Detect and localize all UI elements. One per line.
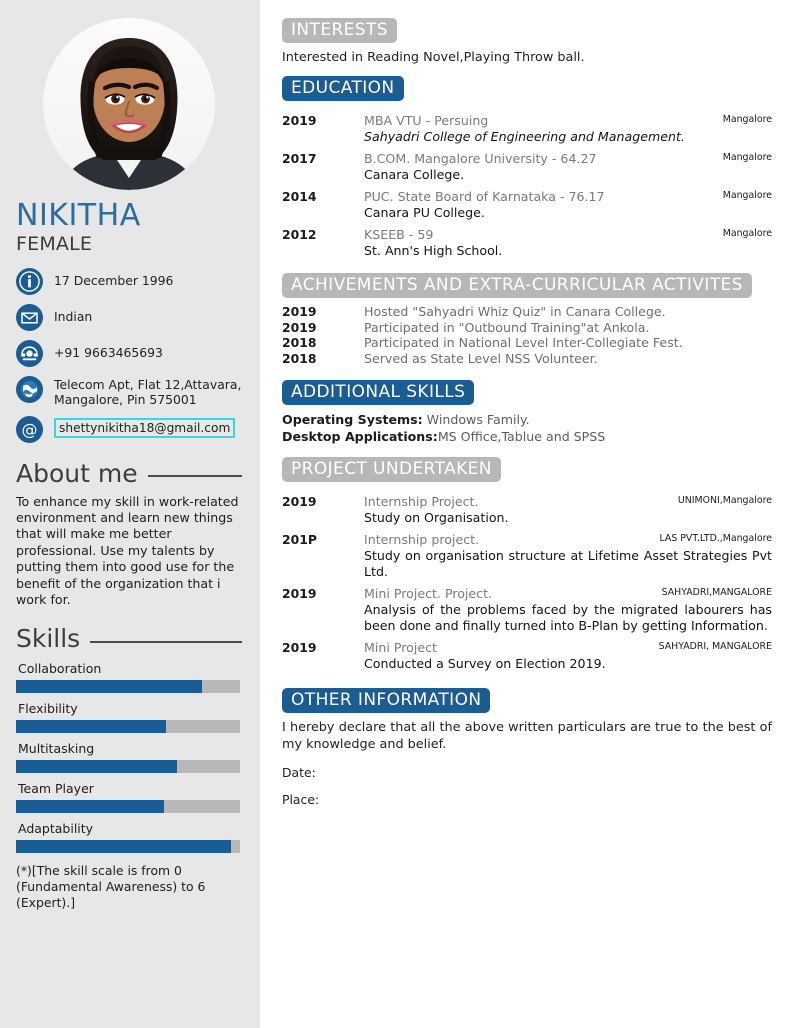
education-location: Mangalore [722, 190, 772, 201]
page-title: NIKITHA [16, 198, 141, 233]
achievement-text: Participated in National Level Inter-Collegiate Fest. [364, 335, 683, 351]
skill-bar-fill [16, 720, 166, 733]
project-description: Study on organisation structure at Lifetime Asset Strategies Pvt Ltd. [364, 548, 772, 580]
education-entry [282, 189, 772, 221]
project-entry [282, 532, 772, 580]
achievement-year: 2019 [282, 319, 317, 335]
additional-skill-key: Desktop Applications: [282, 429, 438, 445]
education-location: Mangalore [722, 228, 772, 239]
skills-heading: Skills [16, 624, 81, 654]
about-heading-row [16, 459, 242, 488]
info-icon [16, 268, 43, 295]
place-label: Place: [282, 792, 320, 808]
project-title: Mini Project [364, 640, 437, 656]
achievement-entry [282, 351, 772, 367]
additional-skill-value: MS Office,Tablue and SPSS [437, 429, 606, 445]
section-header-additional-skills: ADDITIONAL SKILLS [282, 380, 474, 405]
project-year: 2019 [282, 494, 317, 510]
main-content [260, 0, 794, 1028]
project-body [364, 640, 772, 672]
education-title: PUC. State Board of Karnataka - 76.17 [364, 189, 605, 204]
education-title: MBA VTU - Persuing [364, 113, 489, 128]
education-body [364, 189, 772, 221]
project-location: LAS PVT.LTD.,Mangalore [659, 533, 772, 545]
education-year: 2017 [282, 151, 317, 166]
skill-bar-fill [16, 800, 164, 813]
achievement-text: Hosted "Sahyadri Whiz Quiz" in Canara College. [364, 304, 666, 319]
project-location: SAHYADRI,MANGALORE [661, 587, 772, 599]
skills-list [16, 661, 242, 853]
contact-row-nationality [16, 304, 242, 331]
project-title: Internship project. [364, 532, 480, 548]
education-year: 2019 [282, 113, 317, 128]
profile-gender: FEMALE [16, 232, 93, 255]
project-title: Internship Project. [364, 494, 479, 510]
section-header-other-information: OTHER INFORMATION [282, 688, 490, 713]
portrait-photo-icon [43, 18, 215, 190]
skill-bar-fill [16, 840, 231, 853]
globe-icon [16, 376, 43, 403]
contact-list [16, 268, 242, 443]
education-body [364, 227, 772, 259]
about-heading-rule [148, 475, 242, 477]
education-institution: Canara College. [364, 167, 465, 182]
skill-bar [16, 720, 240, 733]
project-year: 2019 [282, 586, 317, 602]
achievement-entry [282, 320, 772, 336]
education-entry [282, 151, 772, 183]
achievements-list [282, 304, 772, 366]
skill-bar [16, 680, 240, 693]
education-entry [282, 113, 772, 145]
envelope-icon [16, 304, 43, 331]
avatar [43, 18, 215, 190]
contact-row-address [16, 376, 242, 407]
project-description: Study on Organisation. [364, 510, 509, 526]
skills-heading-row [16, 624, 242, 653]
education-year: 2012 [282, 227, 317, 242]
skill-bar-fill [16, 760, 177, 773]
skill-label: Collaboration [18, 661, 102, 677]
education-institution: Canara PU College. [364, 205, 485, 220]
achievement-year: 2018 [282, 335, 317, 351]
contact-nationality: Indian [54, 308, 93, 324]
project-entry [282, 586, 772, 634]
achievement-entry [282, 335, 772, 351]
education-body [364, 151, 772, 183]
contact-row-birthdate [16, 268, 242, 295]
project-description: Analysis of the problems faced by the migrated labourers has been done and finally turned into B-Plan by getting Information. [364, 602, 772, 634]
skill-label: Multitasking [18, 741, 95, 757]
project-location: SAHYADRI, MANGALORE [658, 641, 772, 653]
at-icon [16, 416, 43, 443]
project-body [364, 532, 772, 580]
education-institution: St. Ann's High School. [364, 243, 503, 258]
additional-skill-row [282, 411, 772, 428]
skill-bar [16, 840, 240, 853]
skill-label: Team Player [18, 781, 94, 797]
date-label: Date: [282, 765, 316, 781]
contact-birthdate: 17 December 1996 [54, 272, 174, 288]
project-year: 201P [282, 532, 317, 548]
project-description: Conducted a Survey on Election 2019. [364, 656, 606, 672]
additional-skill-row [282, 428, 772, 445]
contact-row-email[interactable] [16, 416, 242, 443]
contact-row-phone [16, 340, 242, 367]
achievement-year: 2019 [282, 304, 317, 319]
projects-list [282, 494, 772, 672]
additional-skill-value: Windows Family. [422, 412, 530, 428]
education-list [282, 113, 772, 259]
project-location: UNIMONI,Mangalore [677, 495, 772, 507]
skill-bar [16, 800, 240, 813]
education-location: Mangalore [722, 114, 772, 125]
education-entry [282, 227, 772, 259]
project-body [364, 494, 772, 526]
contact-email[interactable]: shettynikitha18@gmail.com [54, 418, 235, 438]
section-header-education: EDUCATION [282, 76, 404, 101]
additional-skills-list [282, 411, 772, 445]
about-heading: About me [16, 458, 138, 488]
sidebar [0, 0, 260, 1028]
contact-phone: +91 9663465693 [54, 344, 163, 360]
about-text: To enhance my skill in work-related environment and learn new things that will make me better professional. Use my talents by putting them into good use for the benefit of the organization that i work for. [16, 493, 239, 607]
skill-bar [16, 760, 240, 773]
project-entry [282, 494, 772, 526]
section-header-interests: INTERESTS [282, 18, 397, 43]
section-header-projects: PROJECT UNDERTAKEN [282, 457, 501, 482]
telephone-icon [16, 340, 43, 367]
skill-label: Flexibility [18, 701, 78, 717]
skill-bar-fill [16, 680, 202, 693]
project-year: 2019 [282, 640, 317, 656]
skill-label: Adaptability [18, 821, 94, 837]
declaration-text: I hereby declare that all the above written particulars are true to the best of my knowledge and belief. [282, 720, 772, 753]
education-institution: Sahyadri College of Engineering and Management. [364, 129, 685, 144]
achievement-year: 2018 [282, 350, 317, 366]
svg-text:@: @ [21, 419, 38, 439]
project-title: Mini Project. Project. [364, 586, 493, 602]
skills-footnote: (*)[The skill scale is from 0 (Fundamental Awareness) to 6 (Expert).] [16, 863, 206, 911]
education-body [364, 113, 772, 145]
project-body [364, 586, 772, 634]
education-year: 2014 [282, 189, 317, 204]
project-entry [282, 640, 772, 672]
contact-address: Telecom Apt, Flat 12,Attavara, Mangalore, Pin 575001 [54, 376, 242, 407]
achievement-text: Participated in "Outbound Training"at Ankola. [364, 319, 650, 335]
achievement-text: Served as State Level NSS Volunteer. [364, 350, 598, 366]
skills-heading-rule [90, 641, 242, 643]
education-title: B.COM. Mangalore University - 64.27 [364, 151, 597, 166]
education-location: Mangalore [722, 152, 772, 163]
interests-text: Interested in Reading Novel,Playing Throw ball. [282, 50, 585, 65]
avatar-wrap [16, 18, 242, 190]
section-header-achievements: ACHIVEMENTS AND EXTRA-CURRICULAR ACTIVITES [282, 273, 752, 298]
achievement-entry [282, 304, 772, 320]
education-title: KSEEB - 59 [364, 227, 434, 242]
additional-skill-key: Operating Systems: [282, 412, 423, 428]
